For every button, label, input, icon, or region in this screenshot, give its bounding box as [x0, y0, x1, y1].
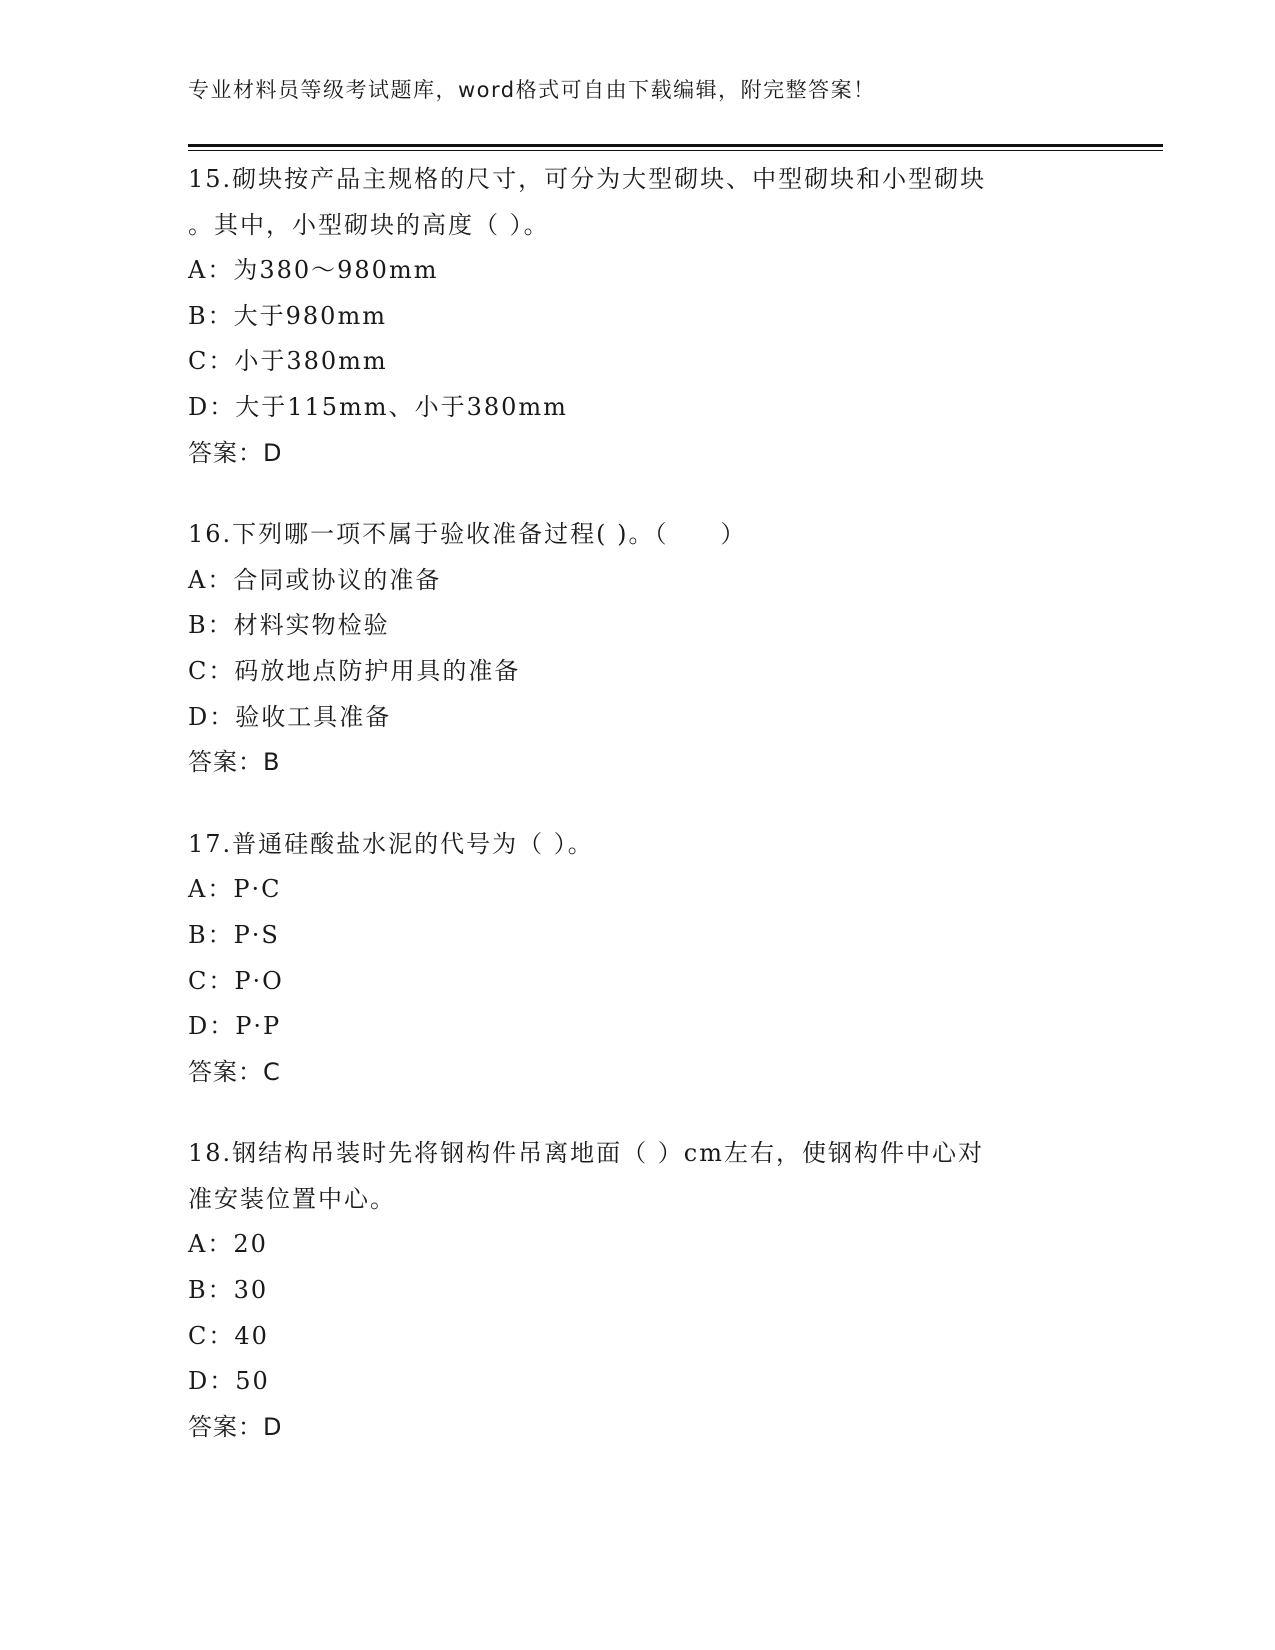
option-d: D：大于115mm、小于380mm — [188, 392, 568, 421]
option-a: A：P·C — [188, 875, 282, 904]
question-stem: 。其中，小型砌块的高度（ ）。 — [188, 210, 550, 239]
answer-line: 答案：B — [188, 748, 281, 777]
question-stem: 15.砌块按产品主规格的尺寸，可分为大型砌块、中型砌块和小型砌块 — [188, 165, 987, 193]
question-15 — [188, 157, 1088, 476]
option-b: B：大于980mm — [188, 301, 387, 330]
option-a: A：为380～980mm — [188, 256, 439, 285]
question-stem: 准安装位置中心。 — [188, 1184, 396, 1213]
option-b: B：P·S — [188, 920, 280, 949]
option-b: B：材料实物检验 — [188, 611, 390, 640]
page-header: 专业材料员等级考试题库，word格式可自由下载编辑，附完整答案！ — [188, 78, 876, 102]
option-b: B：30 — [188, 1276, 269, 1305]
question-stem: 16.下列哪一项不属于验收准备过程( )。（ ） — [188, 520, 747, 549]
answer-line: 答案：C — [188, 1057, 281, 1086]
question-17 — [188, 822, 1088, 1096]
option-c: C：P·O — [188, 966, 284, 995]
option-c: C：码放地点防护用具的准备 — [188, 656, 521, 685]
question-stem: 18.钢结构吊装时先将钢构件吊离地面（ ）cm左右，使钢构件中心对 — [188, 1139, 984, 1168]
question-16 — [188, 512, 1088, 786]
question-list — [188, 157, 1088, 1486]
header-rule-thick — [188, 144, 1163, 147]
option-c: C：小于380mm — [188, 347, 388, 376]
question-18 — [188, 1131, 1088, 1450]
option-d: D：50 — [188, 1367, 270, 1396]
option-a: A：20 — [188, 1230, 268, 1259]
option-d: D：P·P — [188, 1012, 282, 1041]
option-a: A：合同或协议的准备 — [188, 565, 442, 594]
answer-line: 答案：D — [188, 438, 283, 467]
option-d: D：验收工具准备 — [188, 702, 392, 731]
header-rule-thin — [188, 150, 1163, 151]
option-c: C：40 — [188, 1321, 269, 1350]
question-stem: 17.普通硅酸盐水泥的代号为（ ）。 — [188, 829, 594, 858]
answer-line: 答案：D — [188, 1412, 283, 1441]
